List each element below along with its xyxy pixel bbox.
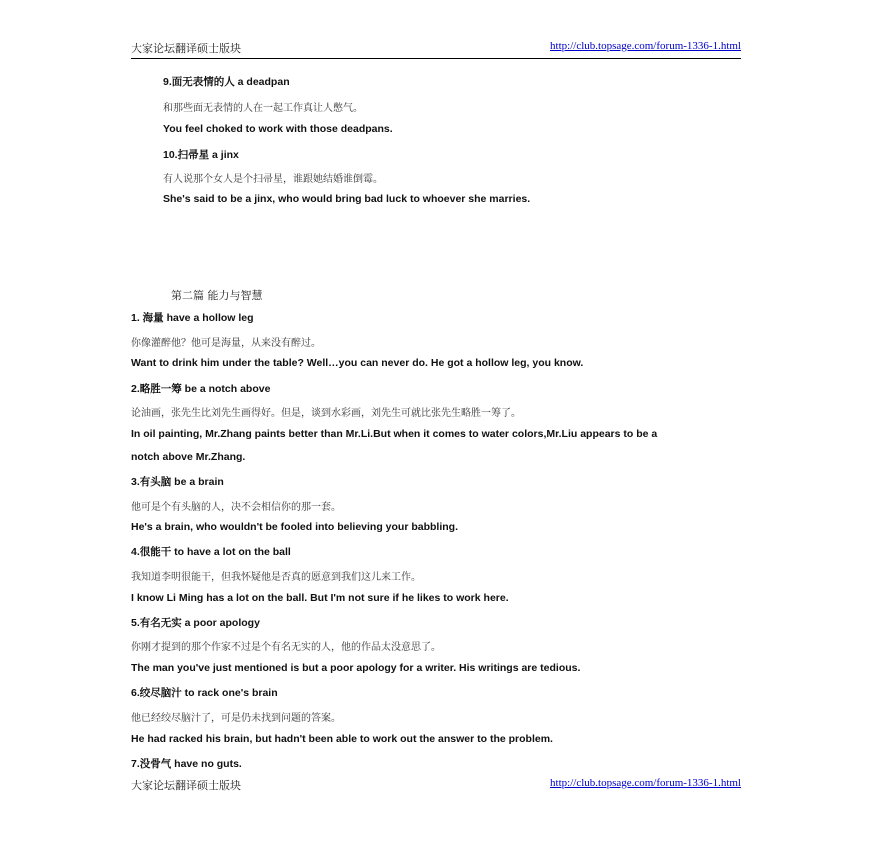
chinese-sentence: 论油画，张先生比刘先生画得好。但是，谈到水彩画，刘先生可就比张先生略胜一筹了。 — [131, 408, 521, 419]
chinese-sentence: 你像灌醉他？他可是海量，从来没有醉过。 — [131, 338, 321, 349]
footer-site-name: 大家论坛翻译硕士版块 — [131, 779, 241, 792]
page-header — [131, 40, 741, 59]
entry-heading: 9.面无表情的人 a deadpan — [163, 76, 290, 88]
chinese-sentence: 和那些面无表情的人在一起工作真让人憋气。 — [163, 103, 363, 114]
english-sentence-continued: notch above Mr.Zhang. — [131, 451, 246, 463]
chinese-sentence: 他已经绞尽脑汁了，可是仍未找到问题的答案。 — [131, 713, 341, 724]
page-footer — [131, 777, 741, 795]
entry-heading: 10.扫帚星 a jinx — [163, 149, 239, 161]
english-sentence: In oil painting, Mr.Zhang paints better than Mr.Li.But when it comes to water colors,Mr.Liu appears to be a — [131, 428, 658, 440]
entry-heading: 3.有头脑 be a brain — [131, 476, 224, 488]
chinese-sentence: 他可是个有头脑的人，决不会相信你的那一套。 — [131, 502, 341, 513]
chinese-sentence: 有人说那个女人是个扫帚星，谁跟她结婚谁倒霉。 — [163, 174, 383, 185]
entry-heading: 5.有名无实 a poor apology — [131, 617, 260, 629]
section-title: 第二篇 能力与智慧 — [171, 289, 263, 302]
english-sentence: He had racked his brain, but hadn't been able to work out the answer to the problem. — [131, 733, 553, 745]
entry-heading: 6.绞尽脑汁 to rack one's brain — [131, 687, 278, 699]
footer-url-link[interactable]: http://club.topsage.com/forum-1336-1.html — [550, 777, 741, 789]
english-sentence: Want to drink him under the table? Well…you can never do. He got a hollow leg, you know. — [131, 357, 584, 369]
english-sentence: You feel choked to work with those deadpans. — [163, 123, 393, 135]
entry-heading: 1. 海量 have a hollow leg — [131, 312, 254, 324]
entry-heading: 7.没骨气 have no guts. — [131, 758, 242, 770]
english-sentence: The man you've just mentioned is but a poor apology for a writer. His writings are tedious. — [131, 662, 581, 674]
english-sentence: I know Li Ming has a lot on the ball. But I'm not sure if he likes to work here. — [131, 592, 509, 604]
header-url-link[interactable]: http://club.topsage.com/forum-1336-1.html — [550, 40, 741, 52]
entry-heading: 2.略胜一筹 be a notch above — [131, 383, 271, 395]
english-sentence: He's a brain, who wouldn't be fooled into believing your babbling. — [131, 521, 459, 533]
english-sentence: She's said to be a jinx, who would bring bad luck to whoever she marries. — [163, 193, 531, 205]
entry-heading: 4.很能干 to have a lot on the ball — [131, 546, 291, 558]
chinese-sentence: 你刚才提到的那个作家不过是个有名无实的人，他的作品太没意思了。 — [131, 642, 441, 653]
header-site-name: 大家论坛翻译硕士版块 — [131, 42, 241, 55]
chinese-sentence: 我知道李明很能干，但我怀疑他是否真的愿意到我们这儿来工作。 — [131, 572, 421, 583]
